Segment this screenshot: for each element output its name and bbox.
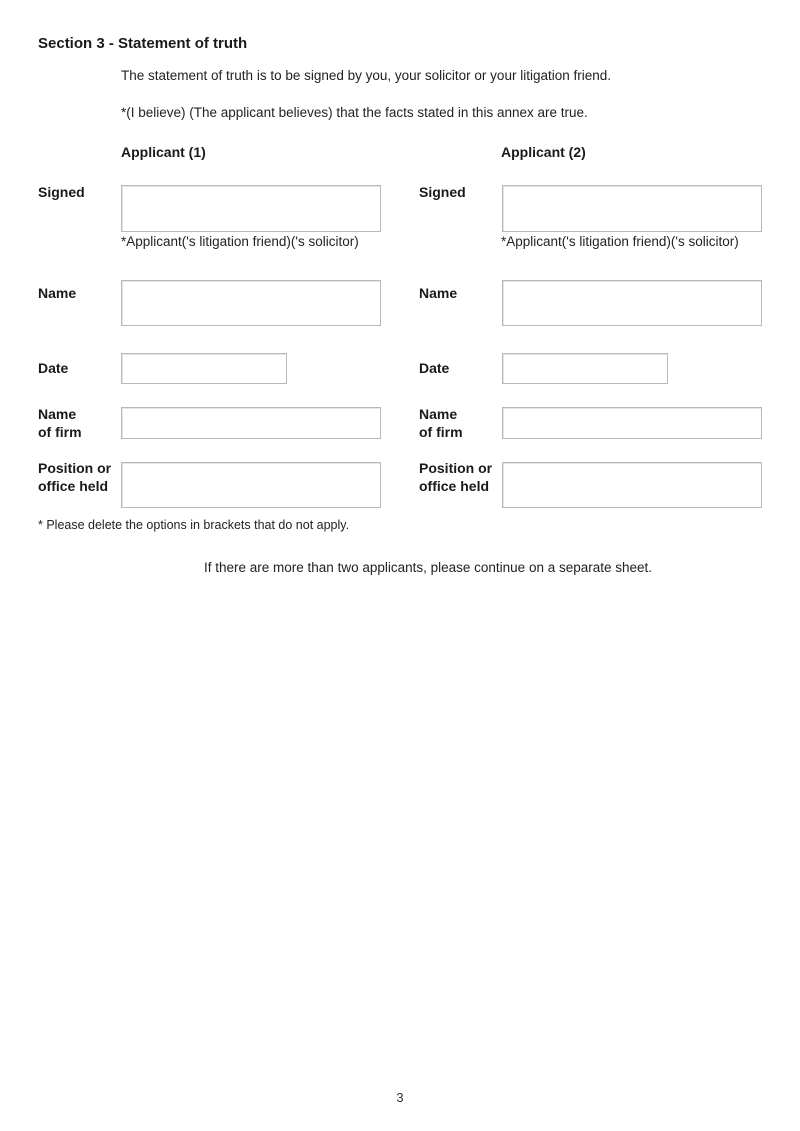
applicant-1-position-label [38, 459, 111, 495]
page-number: 3 [396, 1090, 404, 1105]
applicant-1-name-label: Name [38, 285, 77, 301]
applicant-2-firm-label-line1: Name [419, 406, 458, 422]
applicant-2-firm-label [419, 405, 463, 441]
applicant-2-date-label: Date [419, 360, 450, 376]
applicant-2-position-label-line2: office held [419, 478, 490, 494]
applicant-1-date-field[interactable] [121, 353, 287, 384]
applicant-2-name-label: Name [419, 285, 458, 301]
applicant-1-heading: Applicant (1) [121, 144, 206, 160]
belief-statement: *(I believe) (The applicant believes) that the facts stated in this annex are true. [121, 105, 588, 120]
applicant-2-position-label [419, 459, 492, 495]
applicant-2-signature-box[interactable] [502, 185, 762, 232]
applicant-2-signed-caption: *Applicant('s litigation friend)('s solicitor) [501, 234, 739, 249]
applicant-1-signed-label: Signed [38, 184, 85, 200]
section-title: Section 3 - Statement of truth [38, 35, 248, 52]
applicant-1-position-field[interactable] [121, 462, 381, 508]
applicant-1-firm-label [38, 405, 82, 441]
applicant-2-heading: Applicant (2) [501, 144, 586, 160]
applicant-1-date-label: Date [38, 360, 69, 376]
applicant-2-firm-label-line2: of firm [419, 424, 463, 440]
applicant-1-name-field[interactable] [121, 280, 381, 326]
applicant-1-firm-label-line1: Name [38, 406, 77, 422]
applicant-2-date-field[interactable] [502, 353, 668, 384]
applicant-1-signature-box[interactable] [121, 185, 381, 232]
applicant-2-position-field[interactable] [502, 462, 762, 508]
applicant-1-signed-caption: *Applicant('s litigation friend)('s solicitor) [121, 234, 359, 249]
applicant-1-position-label-line2: office held [38, 478, 109, 494]
applicant-1-firm-field[interactable] [121, 407, 381, 439]
applicant-2-name-field[interactable] [502, 280, 762, 326]
applicant-1-position-label-line1: Position or [38, 460, 112, 476]
continuation-note: If there are more than two applicants, please continue on a separate sheet. [204, 560, 653, 575]
applicant-2-position-label-line1: Position or [419, 460, 493, 476]
applicant-2-firm-field[interactable] [502, 407, 762, 439]
footnote: * Please delete the options in brackets that do not apply. [38, 518, 350, 532]
applicant-1-firm-label-line2: of firm [38, 424, 82, 440]
intro-text: The statement of truth is to be signed by you, your solicitor or your litigation friend. [121, 68, 611, 83]
applicant-2-signed-label: Signed [419, 184, 466, 200]
